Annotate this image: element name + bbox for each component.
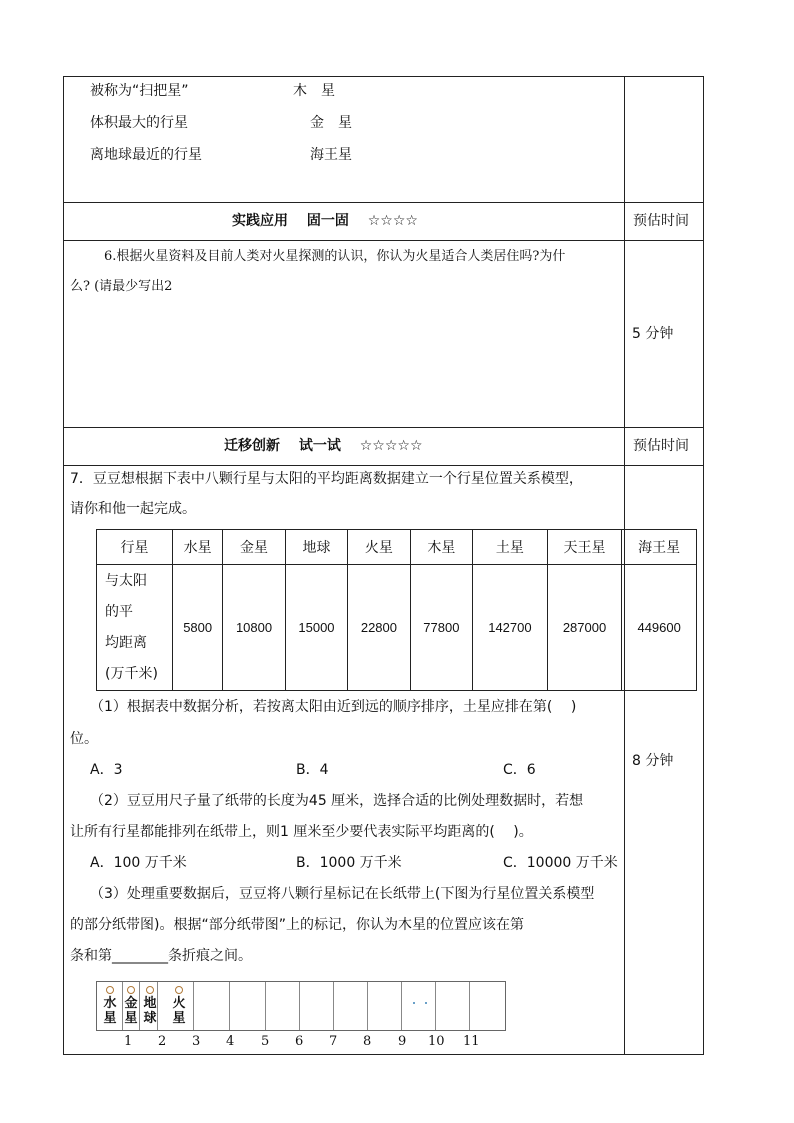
planet-mark-icon [146, 986, 154, 994]
fold-line [469, 982, 470, 1030]
match-left-3: 离地球最近的行星 [90, 147, 202, 163]
table-header-cell: 天王星 [547, 530, 622, 565]
q7-1-option-a: A．3 [90, 762, 123, 778]
row-label-line: (万千米) [105, 665, 158, 682]
ruler-number: 7 [329, 1034, 338, 1049]
transfer-time: 8 分钟 [632, 753, 674, 769]
table-header-row [97, 530, 697, 565]
q7-line1: 7．豆豆想根据下表中八颗行星与太阳的平均距离数据建立一个行星位置关系模型， [70, 471, 583, 487]
table-header-cell: 水星 [173, 530, 223, 565]
planet-mark-icon [106, 986, 114, 994]
table-cell: 77800 [410, 565, 472, 691]
q7-3-line1: （3）处理重要数据后，豆豆将八颗行星标记在长纸带上(下图为行星位置关系模型 [90, 886, 595, 902]
match-left-2: 体积最大的行星 [90, 115, 188, 131]
ruler-number: 1 [124, 1034, 133, 1049]
table-cell: 22800 [348, 565, 410, 691]
q7-1-option-c: C．6 [503, 762, 536, 778]
frame-bottom [63, 1054, 704, 1055]
row-divider-1 [63, 202, 704, 203]
dot-mark-icon [425, 1002, 427, 1004]
q7-line2: 请你和他一起完成。 [70, 501, 196, 517]
q7-1-line1: （1）根据表中数据分析，若按离太阳由近到远的顺序排序，土星应排在第( ) [90, 699, 577, 715]
fold-line [333, 982, 334, 1030]
q7-2-line2: 让所有行星都能排列在纸带上，则1 厘米至少要代表实际平均距离的( )。 [70, 824, 533, 840]
ruler-number: 5 [261, 1034, 270, 1049]
dot-mark-icon [413, 1002, 415, 1004]
table-cell: 5800 [173, 565, 223, 691]
fold-line [367, 982, 368, 1030]
q7-3-line2: 的部分纸带图)。根据“部分纸带图”上的标记，你认为木星的位置应该在第 [70, 917, 524, 933]
q7-1-line2: 位。 [70, 731, 98, 747]
planet-mark-icon [175, 986, 183, 994]
ruler-number: 9 [398, 1034, 407, 1049]
row-label-line: 与太阳 [105, 572, 147, 589]
table-header-cell: 地球 [285, 530, 347, 565]
fold-line [193, 982, 194, 1030]
frame-left [63, 76, 64, 1055]
table-header-cell: 土星 [473, 530, 548, 565]
frame-top [63, 76, 704, 77]
table-cell: 15000 [285, 565, 347, 691]
q7-2-option-b: B．1000 万千米 [296, 855, 402, 871]
fold-line [401, 982, 402, 1030]
match-right-3: 海王星 [310, 147, 352, 163]
row-divider-4 [63, 465, 704, 466]
fold-line [139, 982, 140, 1030]
table-cell: 10800 [223, 565, 285, 691]
table-header-cell: 木星 [410, 530, 472, 565]
strip-label-earth: 地球 [143, 996, 157, 1026]
frame-right [703, 76, 704, 1055]
strip-label-mercury: 水星 [103, 996, 117, 1026]
q6-line1: 6.根据火星资料及目前人类对火星探测的认识，你认为火星适合人类居住吗?为什 [104, 249, 566, 264]
q7-1-option-b: B．4 [296, 762, 329, 778]
match-right-2: 金 星 [310, 115, 352, 131]
transfer-time-header: 预估时间 [633, 438, 689, 454]
table-header-cell: 行星 [97, 530, 173, 565]
transfer-title: 迁移创新 试一试 ☆☆☆☆☆ [224, 438, 423, 454]
strip-label-mars: 火星 [172, 996, 186, 1026]
table-row-label [97, 565, 173, 691]
table-data-row [97, 565, 697, 691]
q7-2-option-a: A．100 万千米 [90, 855, 187, 871]
q6-line2: 么? (请最少写出2 [70, 279, 173, 294]
ruler-number: 4 [226, 1034, 235, 1049]
ruler-number: 8 [363, 1034, 372, 1049]
planet-mark-icon [127, 986, 135, 994]
q7-2-option-c: C．10000 万千米 [503, 855, 618, 871]
q7-2-line1: （2）豆豆用尺子量了纸带的长度为45 厘米，选择合适的比例处理数据时，若想 [90, 793, 584, 809]
fold-line [229, 982, 230, 1030]
table-header-cell: 海王星 [622, 530, 697, 565]
ruler-number: 3 [192, 1034, 201, 1049]
table-cell: 449600 [622, 565, 697, 691]
match-left-1: 被称为“扫把星” [90, 83, 189, 99]
row-divider-3 [63, 427, 704, 428]
paper-strip-diagram [96, 981, 506, 1031]
ruler-number: 10 [428, 1034, 445, 1049]
ruler-number: 2 [158, 1034, 167, 1049]
ruler-number: 6 [295, 1034, 304, 1049]
strip-label-venus: 金星 [124, 996, 138, 1026]
table-cell: 287000 [547, 565, 622, 691]
planet-distance-table [96, 529, 697, 691]
table-header-cell: 金星 [223, 530, 285, 565]
match-right-1: 木 星 [293, 83, 335, 99]
row-divider-2 [63, 240, 704, 241]
practice-time-header: 预估时间 [633, 213, 689, 229]
ruler-number: 11 [463, 1034, 480, 1049]
fold-line [299, 982, 300, 1030]
row-label-line: 均距离 [105, 634, 147, 651]
fold-line [435, 982, 436, 1030]
practice-title: 实践应用 固一固 ☆☆☆☆ [232, 213, 418, 229]
fold-line [265, 982, 266, 1030]
table-cell: 142700 [473, 565, 548, 691]
table-header-cell: 火星 [348, 530, 410, 565]
practice-time: 5 分钟 [632, 326, 674, 342]
q7-3-line3: 条和第________条折痕之间。 [70, 948, 252, 964]
row-label-line: 的平 [105, 603, 133, 620]
